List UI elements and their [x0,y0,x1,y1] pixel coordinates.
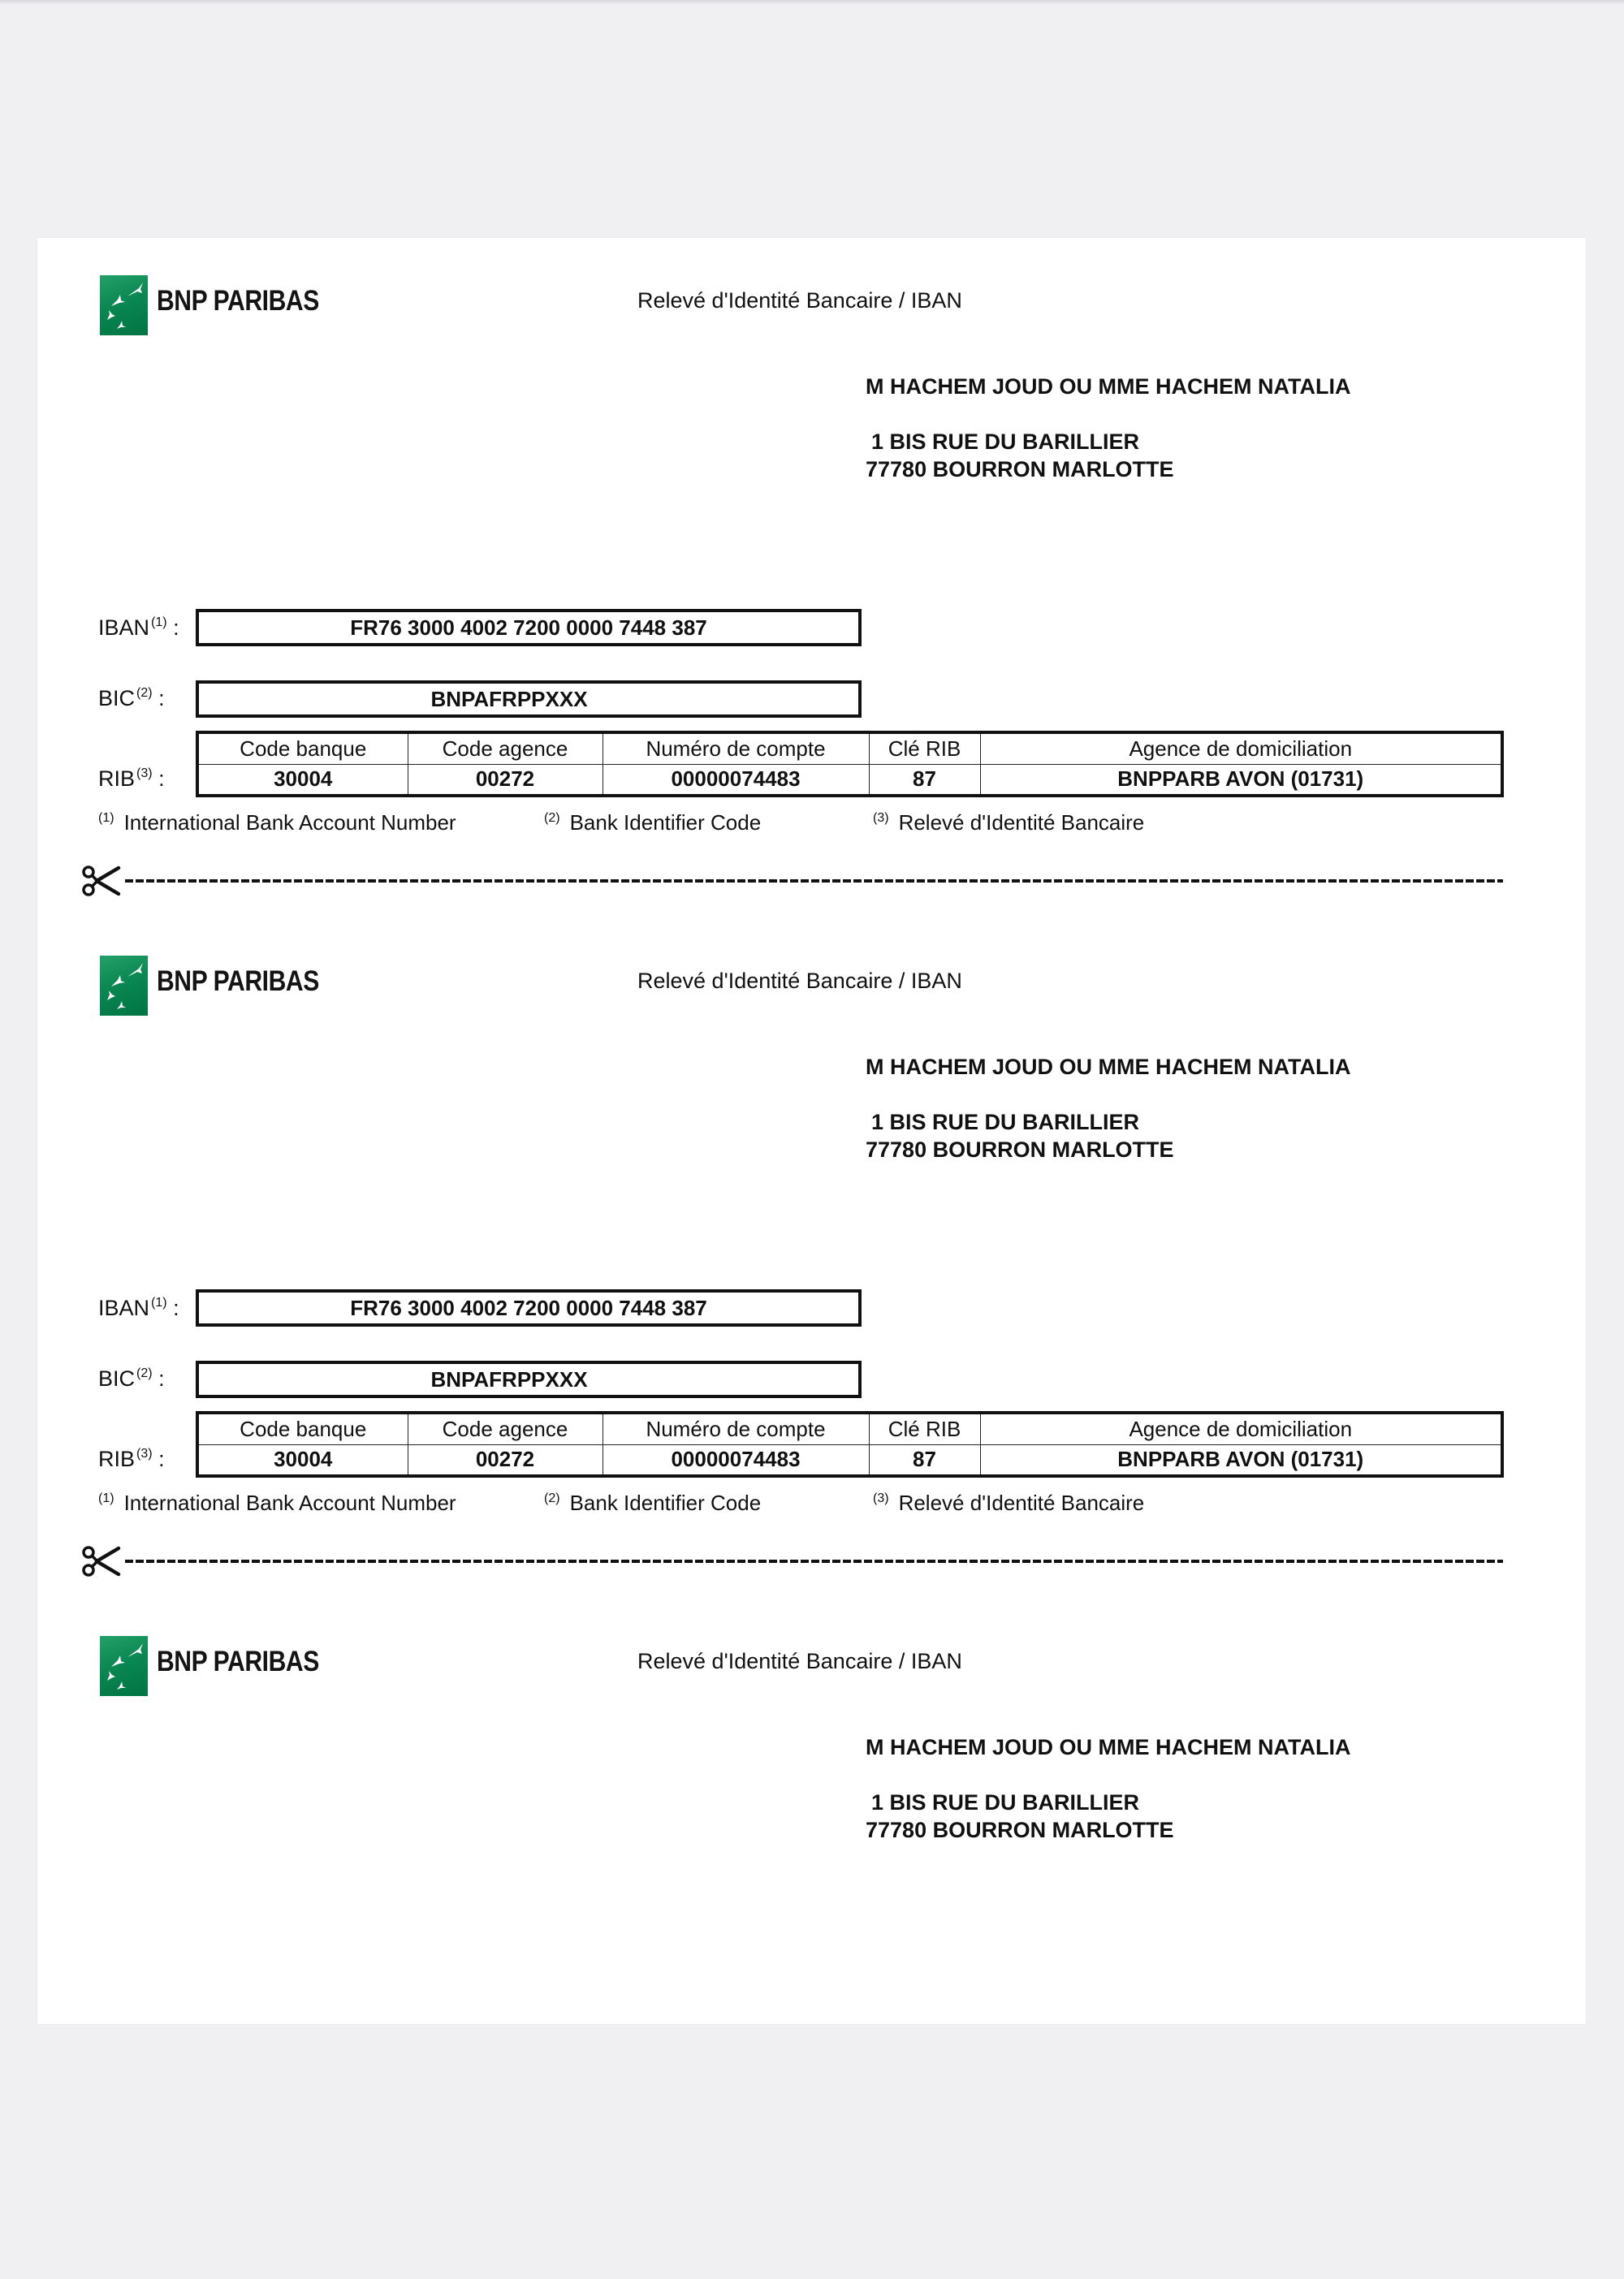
account-holder-name: M HACHEM JOUD OU MME HACHEM NATALIA [866,374,1351,399]
rib-label [98,1447,165,1472]
address-line-1: 1 BIS RUE DU BARILLIER [871,1110,1140,1134]
bic-value-box[interactable] [196,680,862,718]
header-code-banque: Code banque [199,734,408,764]
header-numero-compte: Numéro de compte [603,734,869,764]
bnp-paribas-logo-icon [100,1636,148,1696]
bic-label [98,686,165,711]
footnote-1-ref: (1) [98,811,114,825]
rib-table [196,731,1504,797]
rib-table-value-row [199,764,1501,794]
footnote-1 [98,1491,456,1516]
rib-label-text: RIB [98,766,136,791]
document-title: Relevé d'Identité Bancaire / IBAN [637,288,962,313]
footnote-3-text: Relevé d'Identité Bancaire [898,810,1145,835]
iban-value[interactable]: FR76 3000 4002 7200 0000 7448 387 [350,1295,707,1320]
iban-value-box[interactable] [196,1289,862,1327]
rib-copy-3 [37,1599,1586,2279]
value-code-banque[interactable]: 30004 [199,764,408,794]
header-agence-domiciliation: Agence de domiciliation [980,734,1501,764]
scissors-icon [80,865,123,897]
rib-label-text: RIB [98,1447,136,1471]
iban-label-text: IBAN [98,1296,150,1320]
address-line-2: 77780 BOURRON MARLOTTE [866,1137,1174,1162]
header-code-banque: Code banque [199,1414,408,1444]
footnote-3-ref: (3) [873,811,889,825]
bic-label-text: BIC [98,1366,136,1391]
address-line-2: 77780 BOURRON MARLOTTE [866,457,1174,481]
iban-value[interactable]: FR76 3000 4002 7200 0000 7448 387 [350,615,707,640]
rib-footnote-ref: (3) [136,1447,153,1461]
footnote-2-ref: (2) [544,1491,560,1505]
address-line-2: 77780 BOURRON MARLOTTE [866,1818,1174,1842]
footnote-1-text: International Bank Account Number [123,810,456,835]
rib-footnote-ref: (3) [136,766,153,780]
iban-separator: : [173,1296,179,1320]
header-code-agence: Code agence [408,1414,603,1444]
iban-label-text: IBAN [98,615,150,640]
footnote-1-text: International Bank Account Number [123,1491,456,1515]
bic-label [98,1366,165,1392]
rib-copy-1 [37,238,1586,918]
bank-name: BNP PARIBAS [157,965,319,997]
rib-table-header-row [199,1414,1501,1444]
scissors-icon [80,1545,123,1578]
value-code-agence[interactable]: 00272 [408,764,603,794]
value-cle-rib[interactable]: 87 [869,764,980,794]
iban-footnote-ref: (1) [151,615,167,629]
value-agence-domiciliation[interactable]: BNPPARB AVON (01731) [980,764,1501,794]
bic-label-text: BIC [98,686,136,710]
bic-footnote-ref: (2) [136,686,153,700]
address-line-1: 1 BIS RUE DU BARILLIER [871,429,1140,454]
iban-label [98,615,179,641]
footnote-2-text: Bank Identifier Code [569,1491,762,1515]
value-numero-compte[interactable]: 00000074483 [603,1444,869,1474]
dashed-cut-line [125,1560,1503,1563]
rib-copy-2 [37,918,1586,1599]
footnote-1 [98,810,456,835]
bic-footnote-ref: (2) [136,1366,153,1380]
footnote-3 [873,810,1144,835]
value-code-agence[interactable]: 00272 [408,1444,603,1474]
bic-value[interactable]: BNPAFRPPXXX [430,686,588,711]
bnp-paribas-logo-icon [100,275,148,335]
document-page [37,238,1586,2024]
bic-value[interactable]: BNPAFRPPXXX [430,1366,588,1392]
bic-separator: : [158,1366,165,1391]
iban-label [98,1296,179,1321]
account-holder-name: M HACHEM JOUD OU MME HACHEM NATALIA [866,1055,1351,1079]
value-agence-domiciliation[interactable]: BNPPARB AVON (01731) [980,1444,1501,1474]
rib-table-value-row [199,1444,1501,1474]
footnote-2-text: Bank Identifier Code [569,810,762,835]
value-code-banque[interactable]: 30004 [199,1444,408,1474]
bnp-paribas-logo-icon [100,956,148,1016]
address-line-1: 1 BIS RUE DU BARILLIER [871,1790,1140,1815]
header-cle-rib: Clé RIB [869,1414,980,1444]
footnote-1-ref: (1) [98,1491,114,1505]
viewer-top-shadow [0,0,1624,5]
value-numero-compte[interactable]: 00000074483 [603,764,869,794]
footnote-3 [873,1491,1144,1516]
footnote-3-ref: (3) [873,1491,889,1505]
rib-label [98,766,165,792]
iban-separator: : [173,615,179,640]
header-agence-domiciliation: Agence de domiciliation [980,1414,1501,1444]
rib-separator: : [158,766,165,791]
footnote-2-ref: (2) [544,811,560,825]
document-title: Relevé d'Identité Bancaire / IBAN [637,969,962,993]
bank-name: BNP PARIBAS [157,1646,319,1677]
header-code-agence: Code agence [408,734,603,764]
cut-line [80,865,1509,897]
dashed-cut-line [125,879,1503,883]
rib-table [196,1411,1504,1478]
bic-separator: : [158,686,165,710]
cut-line [80,1545,1509,1578]
header-numero-compte: Numéro de compte [603,1414,869,1444]
footnote-2 [544,1491,761,1516]
value-cle-rib[interactable]: 87 [869,1444,980,1474]
header-cle-rib: Clé RIB [869,734,980,764]
footnote-3-text: Relevé d'Identité Bancaire [898,1491,1145,1515]
bank-name: BNP PARIBAS [157,285,319,317]
iban-footnote-ref: (1) [151,1296,167,1310]
rib-table-header-row [199,734,1501,764]
iban-value-box[interactable] [196,609,862,646]
footnote-2 [544,810,761,835]
document-title: Relevé d'Identité Bancaire / IBAN [637,1649,962,1673]
account-holder-name: M HACHEM JOUD OU MME HACHEM NATALIA [866,1735,1351,1759]
bic-value-box[interactable] [196,1361,862,1398]
rib-separator: : [158,1447,165,1471]
